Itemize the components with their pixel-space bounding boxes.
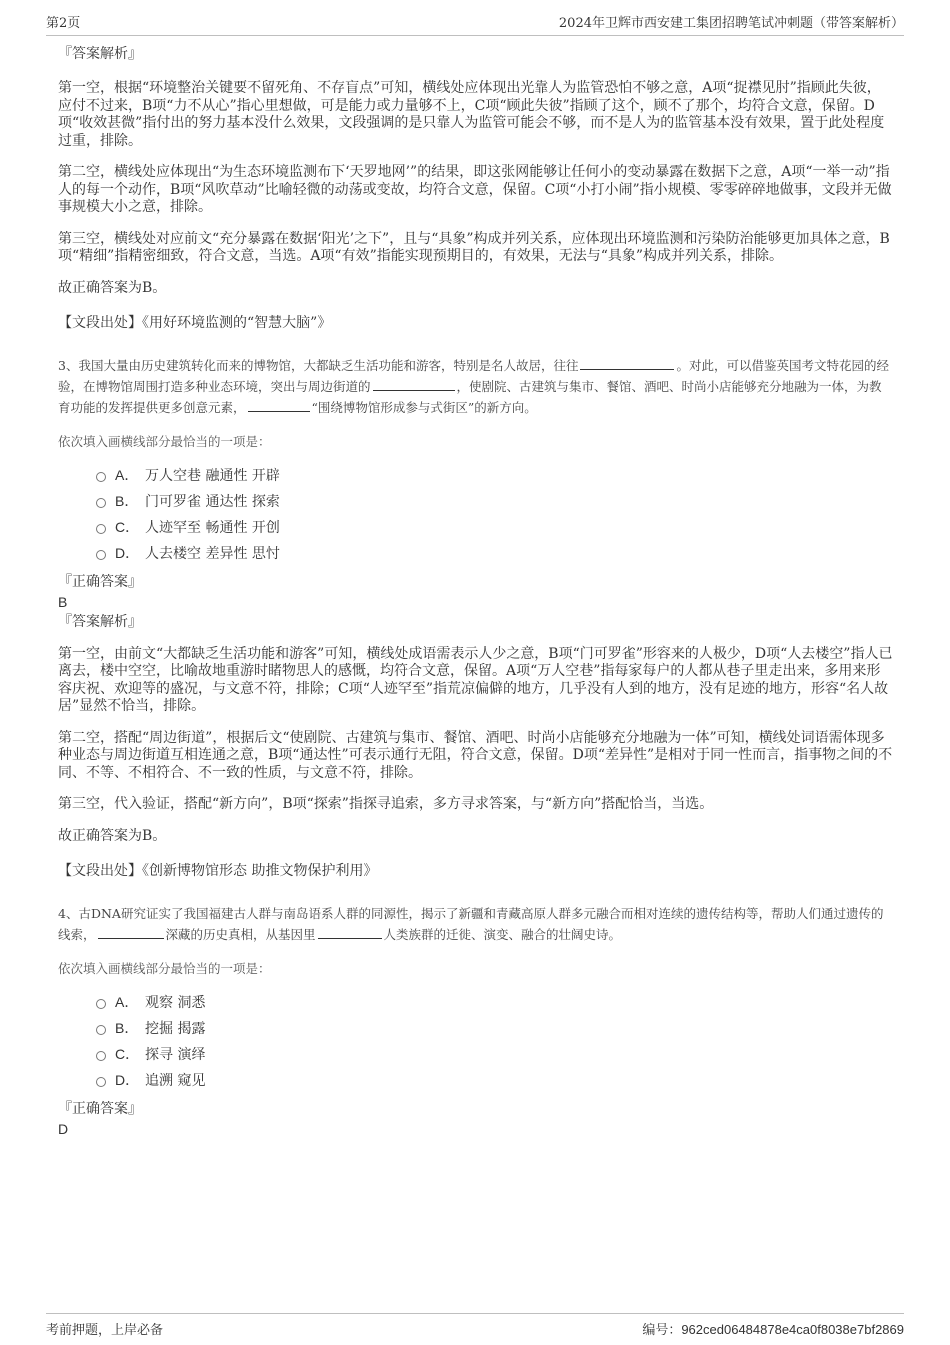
q2-conclusion: 故正确答案为B。: [58, 279, 167, 296]
q3-source: [58, 863, 894, 881]
question-3: [58, 355, 894, 418]
option-a[interactable]: [58, 989, 894, 1015]
code-label: 编号：: [642, 1323, 682, 1338]
q3-conclusion: 故正确答案为B。: [58, 827, 167, 844]
option-text: 追溯 窥见: [145, 1072, 206, 1089]
option-letter: B．: [115, 1019, 139, 1036]
question-number: 4、: [58, 905, 79, 921]
question-text: 深藏的历史真相，从基因里: [165, 926, 316, 942]
q3-analysis-para-3: 第三空，代入验证，搭配“新方向”，B项“探索”指探寻追索，多方寻求答案，与“新方向”搭配恰当，当选。: [58, 796, 714, 812]
option-letter: C．: [115, 1045, 140, 1062]
question-text: 古DNA研究证实了我国福建古人群与南岛语系人群的同源性，揭示了新疆和青藏高原人群多元融合而相对连续的遗传结构等，帮助人们通过遗传的线索，: [58, 905, 884, 942]
q3-answer: B: [58, 593, 68, 610]
option-letter: D．: [115, 544, 140, 561]
radio-icon[interactable]: [96, 1051, 106, 1061]
question-text: 。对此，可以借鉴英国考文特花园的经验，在博物馆周围打造多种业态环境，突出与周边街道的: [58, 357, 889, 394]
source-label: 【文段出处】: [58, 863, 142, 879]
blank-1: [98, 926, 164, 939]
blank-2: [373, 378, 455, 391]
radio-icon[interactable]: [96, 524, 106, 534]
question-4: [58, 903, 894, 945]
blank-1: [580, 357, 674, 370]
blank-3: [248, 399, 310, 412]
radio-icon[interactable]: [96, 1025, 106, 1035]
source-label: 【文段出处】: [58, 315, 142, 331]
q2-analysis-label: 『答案解析』: [58, 46, 142, 62]
page-header: [46, 12, 904, 36]
option-text: 门可罗雀 通达性 探索: [145, 493, 280, 510]
code-value: 962ced06484878e4ca0f8038e7bf2869: [681, 1322, 904, 1337]
q3-analysis-label: 『答案解析』: [58, 613, 142, 630]
q2-analysis-para-3: 第三空，横线处对应前文“充分暴露在数据‘阳光’之下”，且与“具象”构成并列关系，应体现出环境监测和污染防治能够更加具体之意，B项“精细”指精密细致，符合文意，当选。A项“有效”指能实现预期目的，有效果，无法与“具象”构成并列关系，排除。: [58, 230, 890, 264]
option-text: 人迹罕至 畅通性 开创: [145, 519, 280, 536]
question-number: 3、: [58, 357, 79, 373]
source-title: 《用好环境监测的“智慧大脑”》: [142, 315, 332, 331]
option-b[interactable]: [58, 488, 894, 514]
q3-analysis-para-2: 第二空，搭配“周边街道”，根据后文“使剧院、古建筑与集市、餐馆、酒吧、时尚小店能够充分地融为一体”可知，横线处词语需体现多种业态与周边街道互相连通之意，B项“通达性”可表示通行无阻，符合文意，保留。D项“差异性”是相对于同一性而言，指事物之间的不同、不等、不相符合、不一致的性质，与文意不符，排除。: [58, 729, 893, 781]
radio-icon[interactable]: [96, 472, 106, 482]
option-c[interactable]: [58, 1041, 894, 1067]
option-b[interactable]: [58, 1015, 894, 1041]
q3-correct-label: 『正确答案』: [58, 573, 142, 590]
option-d[interactable]: [58, 1067, 894, 1093]
question-text: “围绕博物馆形成参与式街区”的新方向。: [311, 399, 537, 415]
option-text: 探寻 演绎: [145, 1046, 206, 1063]
option-letter: C．: [115, 518, 140, 535]
question-text: ，使剧院、古建筑与集市、餐馆、酒吧、时尚小店能够充分地融为一体，为教育功能的发挥提供更多创意元素，: [58, 378, 882, 415]
q3-options: [58, 462, 894, 566]
option-letter: A．: [115, 993, 139, 1010]
footer-slogan: 考前押题，上岸必备: [46, 1323, 164, 1338]
document-body: [58, 44, 894, 1139]
option-d[interactable]: [58, 540, 894, 566]
q2-source: [58, 315, 894, 333]
option-text: 人去楼空 差异性 思忖: [145, 545, 280, 562]
source-title: 《创新博物馆形态 助推文物保护利用》: [142, 863, 378, 879]
question-text: 我国大量由历史建筑转化而来的博物馆，大都缺乏生活功能和游客，特别是名人故居，往往: [78, 357, 579, 373]
option-text: 观察 洞悉: [145, 994, 206, 1011]
option-c[interactable]: [58, 514, 894, 540]
q2-analysis-para-2: 第二空，横线处应体现出“为生态环境监测布下‘天罗地网’”的结果，即这张网能够让任何小的变动暴露在数据下之意，A项“一举一动”指人的每一个动作，B项“风吹草动”比喻轻微的动荡或变故，均符合文意，保留。C项“小打小闹”指小规模、零零碎碎地做事，文段并无做事规模大小之意，排除。: [58, 164, 892, 215]
q4-options: [58, 989, 894, 1093]
q4-prompt: 依次填入画横线部分最恰当的一项是：: [58, 960, 271, 976]
q3-analysis-para-1: 第一空，由前文“大都缺乏生活功能和游客”可知，横线处成语需表示人少之意，B项“门可罗雀”形容来的人极少，D项“人去楼空”指人已离去，楼中空空，比喻故地重游时睹物思人的感慨，均符合文意，保留。A项“万人空巷”指每家每户的人都从巷子里走出来，多用来形容庆祝、欢迎等的盛况，与文意不符，排除；C项“人迹罕至”指荒凉偏僻的地方，几乎没有人到的地方，没有足迹的地方，形容“名人故居”显然不恰当，排除。: [58, 645, 893, 714]
question-text: 人类族群的迁徙、演变、融合的壮阔史诗。: [383, 926, 622, 942]
option-letter: B．: [115, 492, 139, 509]
radio-icon[interactable]: [96, 550, 106, 560]
document-title: 2024年卫辉市西安建工集团招聘笔试冲刺题（带答案解析）: [558, 16, 904, 31]
option-text: 万人空巷 融通性 开辟: [145, 467, 280, 484]
option-letter: A．: [115, 466, 139, 483]
option-text: 挖掘 揭露: [145, 1020, 206, 1037]
option-letter: D．: [115, 1071, 140, 1088]
page-number: 第2页: [46, 16, 81, 31]
page-footer: [46, 1313, 904, 1338]
footer-code: [642, 1319, 904, 1338]
q3-prompt: 依次填入画横线部分最恰当的一项是：: [58, 433, 271, 449]
radio-icon[interactable]: [96, 999, 106, 1009]
q2-analysis-para-1: 第一空，根据“环境整治关键要不留死角、不存盲点”可知，横线处应体现出光靠人为监管恐怕不够之意，A项“捉襟见肘”指顾此失彼，应付不过来，B项“力不从心”指心里想做，可是能力或力量够不上，C项“顾此失彼”指顾了这个，顾不了那个，均符合文意，保留。D项“收效甚微”指付出的努力基本没什么效果，文段强调的是只靠人为监管可能会不够，而不是人为的监管基本没有效果，置于此处程度过重，排除。: [58, 80, 885, 149]
radio-icon[interactable]: [96, 1077, 106, 1087]
blank-2: [318, 926, 382, 939]
option-a[interactable]: [58, 462, 894, 488]
radio-icon[interactable]: [96, 498, 106, 508]
q4-answer: D: [58, 1120, 69, 1137]
q4-correct-label: 『正确答案』: [58, 1100, 142, 1117]
